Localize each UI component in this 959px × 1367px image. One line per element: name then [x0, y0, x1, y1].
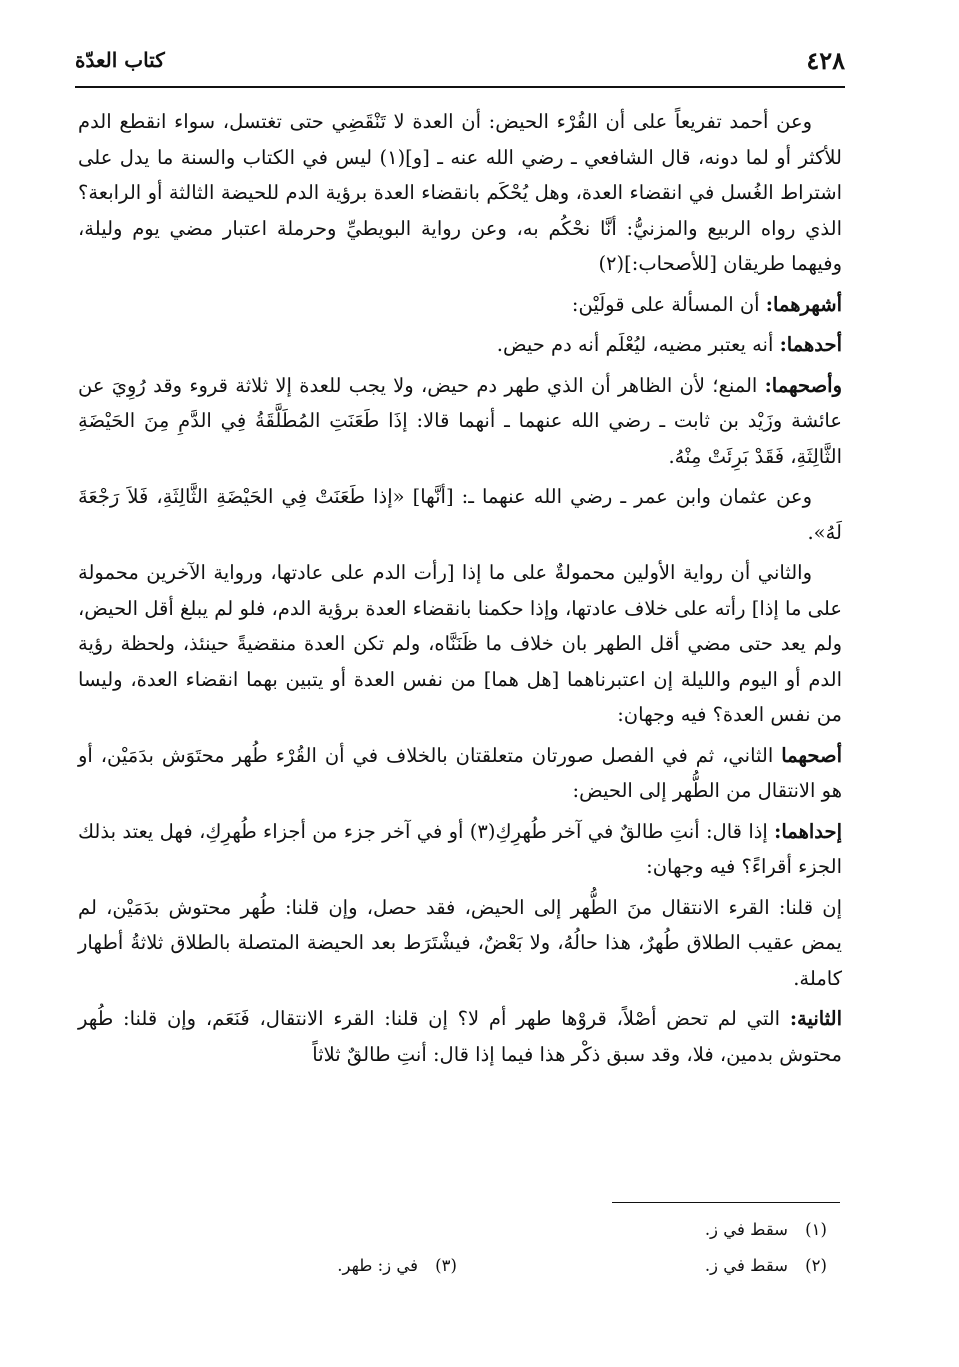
paragraph: أصحهما الثاني، ثم في الفصل صورتان متعلقتان بالخلاف في أن القُرْء طُهر محتَوَش بدَمَيْن، أو هو الانتقال من الطُّهر إلى الحيض: [78, 743, 842, 802]
footnote-text: سقط في ز. [704, 1220, 788, 1239]
running-title: كتاب العدّة [75, 48, 165, 72]
paragraph: وأصحهما: المنع؛ لأن الظاهر أن الذي طهر دم حيض، ولا يجب للعدة إلا ثلاثة قروء وقد رُوِيَ عن عائشة وزَيْد بن ثابت ـ رضي الله عنهما ـ أنهما قالا: إذَا طَعَنَتِ المُطَلَّقَةُ فِي الدَّمِ مِنَ الحَيْضَةِ الثَّالِثَةِ، فَقَدْ بَرِئَتْ مِنْهُ. [78, 373, 842, 468]
body-text [78, 104, 842, 1077]
footnote [78, 1248, 830, 1284]
footnote-number: (١) [805, 1220, 827, 1239]
paragraph: وعن أحمد تفريعاً على أن القُرْء الحيض: أن العدة لا تَنْقَضِي حتى تغتسل، سواء انقطع الدم للأكثر أو لما دونه، قال الشافعي ـ رضي الله عنه ـ [و](١) ليس في الكتاب والسنة ما يدل على اشتراط الغُسل في انقضاء العدة، وهل يُحْكَم بانقضاء العدة برؤية الدم للحيضة الثالثة أو الرابعة؟ الذي رواه الربيع والمزنيُّ: أنَّا نحْكُم به، وعن رواية البويطيِّ وحرملة اعتبار مضي يوم وليلة، وفيهما طريقان [للأصحاب:](٢) [78, 110, 842, 275]
footnote-divider [612, 1202, 840, 1203]
footnotes [78, 1212, 830, 1284]
footnote-text: في ز: طهر. [337, 1256, 418, 1275]
paragraph-term: أصحهما [781, 743, 842, 767]
footnote-number: (٢) [805, 1256, 827, 1275]
paragraph: إن قلنا: القرء الانتقال منَ الطُّهر إلى الحيض، فقد حصل، وإن قلنا: طُهر محتوش بدَمَيْن، لم يمض عقيب الطلاق طُهرٌ، هذا حالُهُ، ولا بَعْضٌ، فيشْتَرَط بعد الحيضة المتصلة بالطلاق ثلاثةُ أطهار كاملة. [78, 895, 842, 990]
page-header [75, 38, 845, 88]
paragraph-term: إحداهما: [774, 819, 842, 843]
paragraph-term: الثانية: [789, 1007, 842, 1030]
paragraph: والثاني أن رواية الأولين محمولةٌ على ما إذا [رأت الدم على عادتها، ورواية الآخرين محمولة على ما إذا] رأته على خلاف عادتها، وإذا حكمنا بانقضاء العدة برؤية الدم، فلو لم يبلغ أقل الحيض، ولم يعد حتى مضي أقل الطهر بان خلاف ما ظَنَنَّاه، ولم تكن العدة منقضيةً حينئذ، ولحظة رؤية الدم أو اليوم والليلة إن اعتبرناهما [هل هما] من نفس العدة أو يتبين بهما انقضاء العدة، وليسا من نفس العدة؟ فيه وجهان: [78, 561, 842, 726]
paragraph: أحدهما: أنه يعتبر مضيه، ليُعْلَم أنه دم حيض. [496, 333, 842, 356]
page-number: ٤٢٨ [806, 46, 845, 75]
footnote-number: (٣) [435, 1256, 457, 1275]
paragraph: إحداهما: إذا قال: أنتِ طالقٌ في آخر طُهرِكِ(٣) أو في آخر جزء من أجزاء طُهرِكِ، فهل يعتد بذلك الجزء أقراءً؟ فيه وجهان: [78, 819, 842, 878]
paragraph: الثانية: التي لم تحض أصْلاً، قروْها طهر أم لا؟ إن قلنا: القرء الانتقال، فَنَعَم، وإن قلنا: طُهر محتوش بدمين، فلا، وقد سبق ذكْر هذا فيما إذا قال: أنتِ طالقٌ ثلاثاً [78, 1007, 842, 1066]
paragraph-term: أحدهما: [779, 333, 842, 356]
paragraph: أشهرهما: أن المسألة على قولَيْن: [571, 292, 842, 316]
paragraph-term: أشهرهما: [765, 292, 842, 316]
footnote [78, 1212, 830, 1248]
paragraph-term: وأصحهما: [764, 373, 842, 397]
footnote [337, 1248, 460, 1284]
footnote-text: سقط في ز. [704, 1256, 788, 1275]
paragraph: وعن عثمان وابن عمر ـ رضي الله عنهما ـ: [أنَّها] «إذا طَعَنَتْ فِي الحَيْضَةِ الثَّالِثَةِ، فَلاَ رَجْعَةَ لَهُ». [78, 485, 842, 544]
